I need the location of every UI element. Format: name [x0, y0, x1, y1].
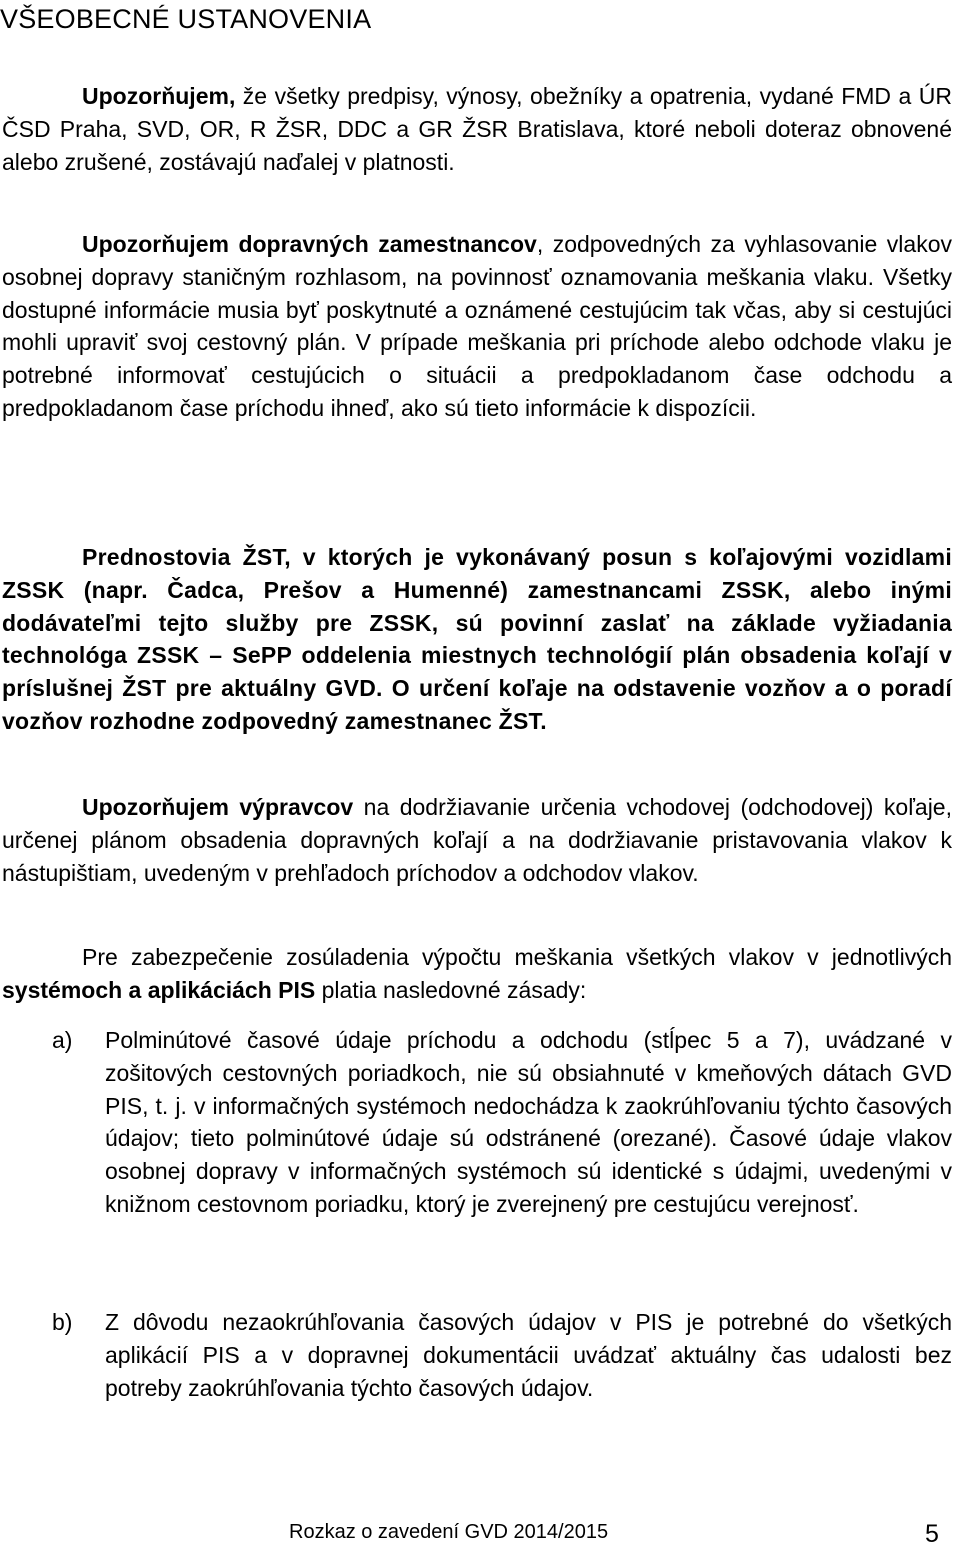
paragraph-text: platia nasledovné zásady:	[315, 976, 587, 1003]
paragraph-lead: Upozorňujem dopravných zamestnancov	[82, 231, 537, 257]
paragraph-track-plan: Prednostovia ŽST, v ktorých je vykonávaný posun s koľajovými vozidlami ZSSK (napr. Čadca, Prešov a Humenné) zamestnancami ZSSK, alebo inými dodávateľmi tejto služby pre ZSSK, sú povinní zaslať na základe vyžiadania technológa ZSSK – SePP oddelenia miestnych technológií plán obsadenia koľají v príslušnej ŽST pre aktuálny GVD. O určení koľaje na odstavenie vozňov a o poradí vozňov rozhodne zodpovedný zamestnanec ŽST.	[2, 544, 952, 734]
list-item-text: Z dôvodu nezaokrúhľovania časových údajov v PIS je potrebné do všetkých aplikácií PIS a v dopravnej dokumentácii uvádzať aktuálny čas udalosti bez potreby zaokrúhľovania týchto časových údajov.	[105, 1309, 952, 1401]
paragraph-text: , zodpovedných za vyhlasovanie vlakov osobnej dopravy staničným rozhlasom, na povinnosť oznamovania meškania vlaku. Všetky dostupné informácie musia byť poskytnuté a oznámené cestujúcim tak včas, aby si cestujúci mohli upraviť svoj cestovný plán. V prípade meškania pri príchode alebo odchode vlaku je potrebné informovať cestujúcich o situácii a predpokladanom čase odchodu a predpokladanom čase príchodu ihneď, ako sú tieto informácie k dispozícii.	[2, 231, 952, 421]
list-item	[52, 1306, 952, 1404]
list-item	[52, 1024, 952, 1221]
paragraph-lead: Upozorňujem,	[82, 83, 236, 109]
paragraph-bold-term: systémoch a aplikáciách PIS	[2, 976, 316, 1003]
footer-title: Rozkaz o zavedení GVD 2014/2015	[289, 1521, 609, 1543]
paragraph-dispatchers	[2, 791, 952, 889]
list-marker: a)	[52, 1027, 73, 1053]
paragraph-delay-announcement	[2, 228, 952, 425]
paragraph-text: Pre zabezpečenie zosúladenia výpočtu meškania všetkých vlakov v jednotlivých	[82, 944, 952, 970]
paragraph-text: na dodržiavanie určenia vchodovej (odchodovej) koľaje, určenej plánom obsadenia dopravných koľají a na dodržiavanie pristavovania vlakov k nástupištiam, uvedeným v prehľadoch príchodov a odchodov vlakov.	[2, 794, 952, 886]
paragraph-lead: Upozorňujem výpravcov	[82, 794, 354, 820]
paragraph-pis-principles	[2, 941, 952, 1007]
page-number: 5	[925, 1520, 939, 1548]
section-heading: VŠEOBECNÉ USTANOVENIA	[0, 4, 372, 34]
list-item-text: Polminútové časové údaje príchodu a odchodu (stĺpec 5 a 7), uvádzané v zošitových cestovných poriadkoch, nie sú obsiahnuté v kmeňových dátach GVD PIS, t. j. v informačných systémoch nedochádza k zaokrúhľovaniu týchto časových údajov; tieto polminútové údaje sú odstránené (orezané). Časové údaje vlakov osobnej dopravy v informačných systémoch sú identické s údajmi, uvedenými v knižnom cestovnom poriadku, ktorý je zverejnený pre cestujúcu verejnosť.	[105, 1027, 952, 1217]
list-marker: b)	[52, 1309, 73, 1335]
paragraph-text: že všetky predpisy, výnosy, obežníky a opatrenia, vydané FMD a ÚR ČSD Praha, SVD, OR, R ŽSR, DDC a GR ŽSR Bratislava, ktoré neboli doteraz obnovené alebo zrušené, zostávajú naďalej v platnosti.	[2, 83, 952, 175]
paragraph-validity	[2, 80, 952, 178]
